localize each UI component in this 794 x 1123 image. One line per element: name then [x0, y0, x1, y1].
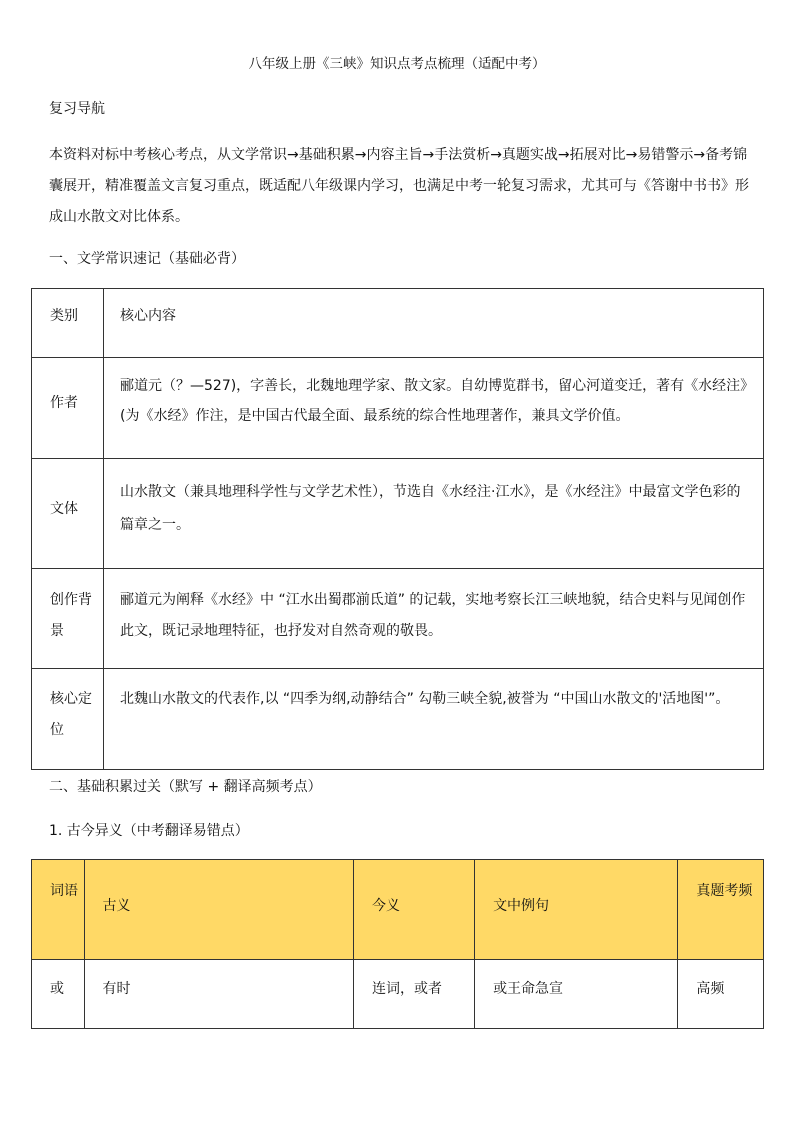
table-row [32, 960, 764, 1029]
table-header-cell: 古义 [84, 860, 354, 960]
row-key: 创作背景 [32, 569, 104, 669]
table-header-cell: 类别 [32, 289, 104, 358]
row-key: 作者 [32, 358, 104, 459]
frequency-cell: 高频 [678, 960, 764, 1029]
table-row [32, 569, 764, 669]
literary-knowledge-table [31, 288, 764, 770]
ancient-meaning-cell: 有时 [84, 960, 354, 1029]
table-header-row [32, 289, 764, 358]
intro-paragraph: 本资料对标中考核心考点，从文学常识→基础积累→内容主旨→手法赏析→真题实战→拓展对比→易错警示→备考锦囊展开，精准覆盖文言复习重点，既适配八年级课内学习，也满足中考一轮复习需求，尤其可与《答谢中书书》形成山水散文对比体系。 [49, 147, 749, 225]
row-value: 郦道元为阐释《水经》中 “江水出蜀郡湔氐道” 的记载，实地考察长江三峡地貌，结合史料与见闻创作此文，既记录地理特征，也抒发对自然奇观的敬畏。 [104, 569, 764, 669]
table-header-cell: 真题考频 [678, 860, 764, 960]
row-key: 文体 [32, 459, 104, 569]
modern-meaning-cell: 连词，或者 [354, 960, 475, 1029]
section2-heading: 二、基础积累过关（默写 + 翻译高频考点） [49, 779, 322, 795]
row-key: 核心定位 [32, 669, 104, 770]
table-row [32, 459, 764, 569]
table-header-cell: 词语 [32, 860, 85, 960]
document-title: 八年级上册《三峡》知识点考点梳理（适配中考） [248, 56, 546, 72]
row-value: 山水散文（兼具地理科学性与文学艺术性），节选自《水经注·江水》，是《水经注》中最富文学色彩的篇章之一。 [104, 459, 764, 569]
subsection1-heading: 1. 古今异义（中考翻译易错点） [49, 823, 249, 839]
word-cell: 或 [32, 960, 85, 1029]
row-value: 北魏山水散文的代表作,以 “四季为纲,动静结合” 勾勒三峡全貌,被誉为 “中国山水散文的'活地图'”。 [104, 669, 764, 770]
table-header-cell: 核心内容 [104, 289, 764, 358]
example-cell: 或王命急宣 [475, 960, 678, 1029]
row-value: 郦道元（？—527)，字善长，北魏地理学家、散文家。自幼博览群书，留心河道变迁，著有《水经注》(为《水经》作注，是中国古代最全面、最系统的综合性地理著作，兼具文学价值。 [104, 358, 764, 459]
ancient-modern-meaning-table [31, 859, 764, 1029]
table-header-row [32, 860, 764, 960]
table-header-cell: 今义 [354, 860, 475, 960]
review-nav-heading: 复习导航 [49, 101, 105, 117]
table-header-cell: 文中例句 [475, 860, 678, 960]
table-row [32, 669, 764, 770]
section1-heading: 一、文学常识速记（基础必背） [49, 251, 245, 267]
table-row [32, 358, 764, 459]
